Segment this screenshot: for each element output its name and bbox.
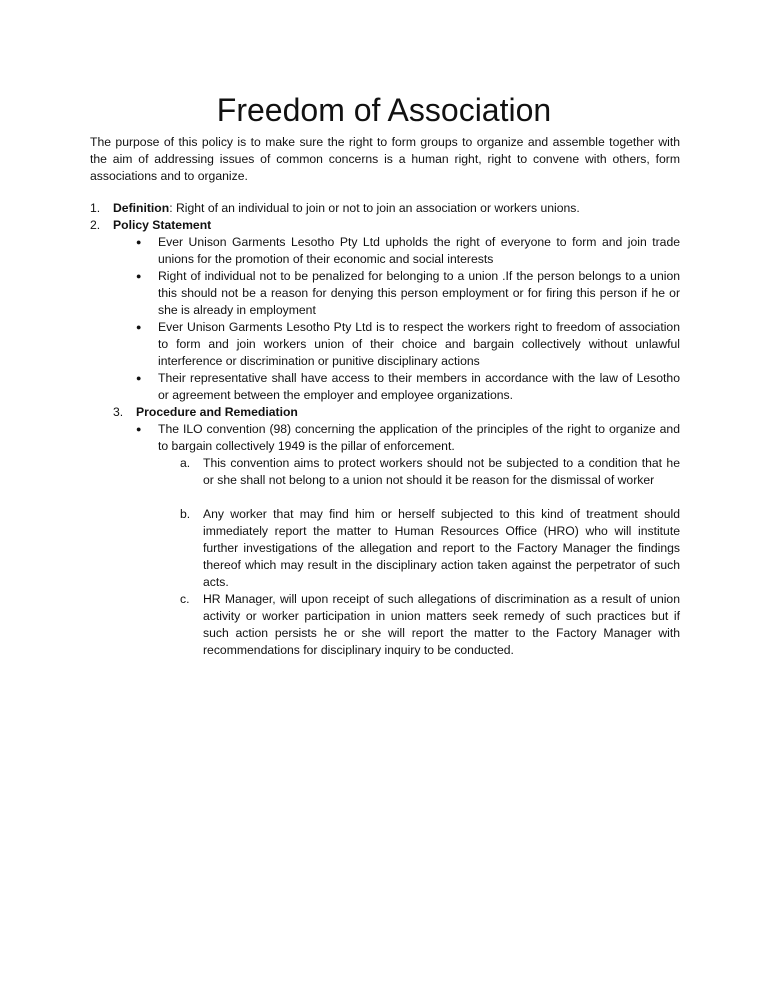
bullet-text: Their representative shall have access to their members in accordance with the law of Lesotho or agreement between the employer and employee organizations.	[158, 371, 680, 402]
section-heading: Policy Statement	[113, 218, 212, 232]
sub-item	[180, 455, 680, 489]
section-number: 3.	[113, 405, 124, 419]
list-item	[136, 370, 680, 404]
section-heading: Procedure and Remediation	[136, 405, 298, 419]
intro-paragraph: The purpose of this policy is to make sure the right to form groups to organize and assemble together with the aim of addressing issues of common concerns is a human right, right to convene with others, form associations and to organize.	[90, 135, 680, 183]
section-heading: Definition	[113, 201, 170, 215]
list-item	[136, 268, 680, 319]
sub-item-letter: c.	[180, 592, 190, 606]
sub-item-text: HR Manager, will upon receipt of such allegations of discrimination as a result of union activity or worker participation in union matters seek remedy of such practices but if such action persists he or she will report the matter to the Factory Manager with recommendations for disciplinary inquiry to be conducted.	[203, 592, 680, 657]
section-number: 2.	[90, 218, 101, 232]
section-procedure	[113, 404, 683, 421]
bullet-icon: ●	[136, 424, 142, 434]
section-number: 1.	[90, 201, 101, 215]
page-title: Freedom of Association	[216, 92, 552, 128]
bullet-icon: ●	[136, 322, 142, 332]
bullet-icon: ●	[136, 237, 142, 247]
sub-item-letter: b.	[180, 507, 191, 521]
bullet-text: Ever Unison Garments Lesotho Pty Ltd is to respect the workers right to freedom of association to form and join workers union of their choice and bargain collectively without unlawful interference or discrimination or punitive disciplinary actions	[158, 320, 680, 368]
section-definition	[90, 200, 690, 217]
sub-item-text: This convention aims to protect workers should not be subjected to a condition that he or she shall not belong to a union not should it be reason for the dismissal of worker	[203, 456, 680, 487]
bullet-icon: ●	[136, 271, 142, 281]
section-text: : Right of an individual to join or not to join an association or workers unions.	[169, 201, 580, 215]
bullet-text: The ILO convention (98) concerning the application of the principles of the right to organize and to bargain collectively 1949 is the pillar of enforcement.	[158, 422, 680, 453]
list-item	[136, 234, 680, 268]
sub-item	[180, 506, 680, 591]
list-item	[136, 421, 680, 455]
sub-item-text: Any worker that may find him or herself subjected to this kind of treatment should immediately report the matter to Human Resources Office (HRO) who will institute further investigations of the allegation and report to the Factory Manager the findings thereof which may result in the disciplinary action taken against the perpetrator of such acts.	[203, 507, 680, 589]
bullet-icon: ●	[136, 373, 142, 383]
bullet-text: Ever Unison Garments Lesotho Pty Ltd upholds the right of everyone to form and join trade unions for the promotion of their economic and social interests	[158, 235, 680, 266]
bullet-text: Right of individual not to be penalized for belonging to a union .If the person belongs to a union this should not be a reason for denying this person employment or for firing this person if he or she is already in employment	[158, 269, 680, 317]
sub-item	[180, 591, 680, 659]
section-policy-statement	[90, 217, 690, 234]
list-item	[136, 319, 680, 370]
sub-item-letter: a.	[180, 456, 191, 470]
